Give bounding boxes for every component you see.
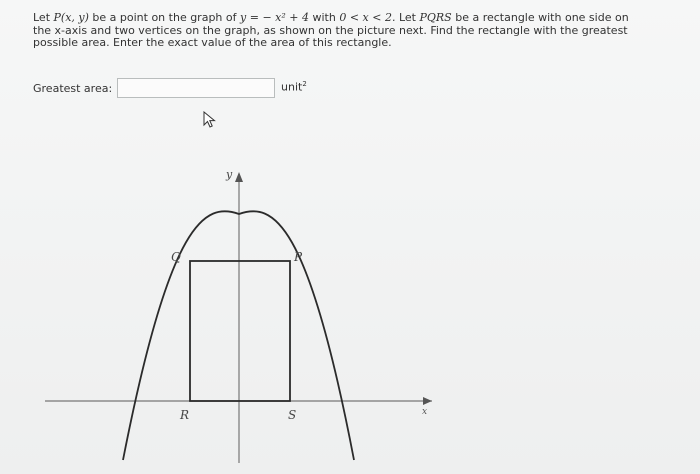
y-axis-label: y [226,168,233,181]
answer-row [33,77,307,99]
problem-domain: 0 < x < 2. [339,11,396,24]
problem-text-rest: be a rectangle with one side on the x-axis and two vertices on the graph, as shown on the picture next. Find the rectangle with the greatest possible area. Enter the exact value of the area of this rectangle. [33,11,629,49]
x-axis-label: x [422,407,428,417]
problem-text-let: Let [33,11,51,24]
answer-unit-text: unit [281,80,303,94]
answer-unit [281,80,307,94]
y-axis-arrowhead [235,172,243,182]
problem-point: P(x, y) [53,11,89,24]
rectangle-pqrs [190,261,290,401]
problem-equation: y = − x² + 4 [240,11,309,24]
problem-text-with: with [312,11,336,24]
point-label-p: P [294,250,303,264]
problem-text-let2: Let [398,11,416,24]
greatest-area-input[interactable] [117,78,275,98]
greatest-area-label: Greatest area: [33,81,113,95]
answer-unit-exponent: 2 [302,80,307,89]
problem-text-on-graph: be a point on the graph of [92,11,237,24]
point-label-s: S [288,408,297,422]
problem-statement [33,12,633,50]
point-label-r: R [180,408,190,422]
graph-figure [40,160,440,465]
x-axis-arrowhead [423,397,432,405]
problem-rectangle-name: PQRS [419,11,452,24]
mouse-pointer-icon [203,111,217,129]
point-label-q: Q [171,250,181,264]
